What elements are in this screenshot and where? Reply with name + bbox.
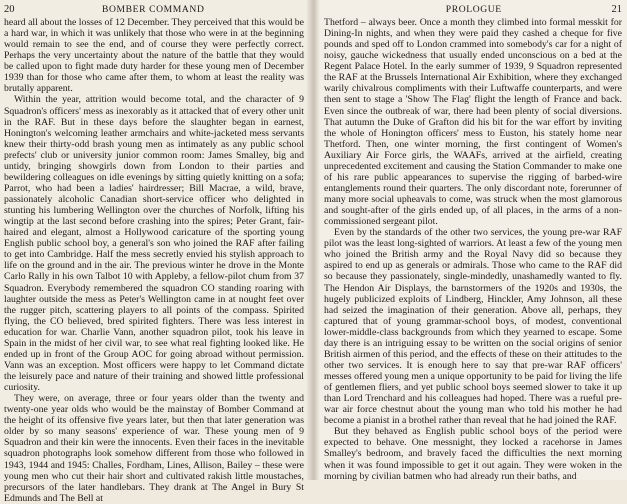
left-paragraph: Within the year, attrition would become total, and the character of 9 Squadron's officers' mess as inexorably as it attacked that of every other unit in the RAF. But in these days before the slaughter began in earnest, Honington's welcoming leather armchairs and white-jacketed mess servants knew their thirty-odd brash young men as intimately as any public school prefects' club or university junior common room: James Smalley, big and untidy, bringing showgirls down from London to their parties and bewildering colleagues on idle evenings by sitting quietly knitting on a sofa; Parrot, who had been a ladies' hairdresser; Bill Macrae, a wild, brave, passionately alcoholic Canadian short-service officer who delighted in stunting his lumbering Wellington over the churches of Norfolk, lifting his wingtip at the last second before crashing into the spires; Peter Grant, fair-haired and elegant, almost a Hollywood caricature of the sporting young English public school boy, a general's son who joined the RAF after failing to get into Cambridge. Half the mess secretly envied his stylish approach to life on the ground and in the air. The previous winter he drove in the Monte Carlo Rally in his own Talbot 10 with Appleby, a fellow-pilot chum from 37 Squadron. Everybody remembered the squadron CO standing roaring with laughter outside the mess as Peter's Wellington came in at nought feet over the rugger pitch, scattering players to all points of the compass. Spirited flying, the CO believed, bred spirited fighters. There was less interest in education for war. Charlie Vann, another squadron pilot, took his leave in Spain in the midst of her civil war, to see what real fighting looked like. He ended up in front of the Group AOC for going abroad without permission. Vann was an exception. Most officers were happy to let Command dictate the leisurely pace and nature of their training and showed little professional curiosity. xyxy=(4,94,304,394)
left-page xyxy=(0,0,312,504)
left-paragraph: heard all about the losses of 12 December. They perceived that this would be a hard war, in which it was unlikely that those who were in at the beginning would remain to see the end, and of course they were perfectly correct. Perhaps the very uncertainty about the nature of the battle that they would be called upon to fight made duty harder for these young men of December 1939 than for those who came after them, to whom at least the reality was brutally apparent. xyxy=(4,17,304,95)
right-page-number: 21 xyxy=(611,4,622,15)
right-paragraph: But they behaved as English public school boys of the period were expected to behave. One messnight, they locked a racehorse in James Smalley's bedroom, and bravely faced the difficulties the next morning when it was found impossible to get it out again. They were woken in the morning by civilian batmen who had already run their baths, and xyxy=(324,426,622,482)
right-running-head: PROLOGUE xyxy=(445,4,502,15)
right-page-body xyxy=(324,17,622,482)
right-paragraph: Thetford – always beer. Once a month they climbed into formal messkit for Dining-In nights, and when they were paid they cashed a cheque for five pounds and sped off to London crammed into somebody's car for a night of noisy, gauche wickedness that usually ended unconscious on a bed at the Regent Palace Hotel. In the early summer of 1939, 9 Squadron represented the RAF at the Brussels International Air Exhibition, where they exchanged warily chivalrous compliments with their Luftwaffe counterparts, and were then sent to stage a 'Show The Flag' flight the length of France and back. Even since the outbreak of war, there had been plenty of social diversions. That autumn the Duke of Grafton did his bit for the war effort by inviting the whole of Honington officers' mess to Euston, his stately home near Thetford. Then, one winter morning, the first contingent of Women's Auxiliary Air Force girls, the WAAFs, arrived at the airfield, creating unprecedented excitement and causing the Station Commander to make one of his rare public appearances to supervise the rigging of barbed-wire entanglements round their quarters. The only discordant note, forerunner of many more social upheavals to come, was struck when the most glamorous and sought-after of the girls ended up, of all places, in the arms of a non-commissioned sergeant pilot. xyxy=(324,17,622,228)
right-page-header xyxy=(324,4,622,16)
right-page xyxy=(312,0,627,480)
left-paragraph: They were, on average, three or four years older than the twenty and twenty-one year olds who would be the mainstay of Bomber Command at the height of its offensive five years later, but then that later generation was older by so many seasons' experience of war. These young men of 9 Squadron and their kin were the innocents. Even their faces in the inevitable squadron photographs look somehow different from those who followed in 1943, 1944 and 1945: Challes, Fordham, Lines, Allison, Bailey – these were young men who cut their hair short and cultivated rakish little moustaches, precursors of the later handlebars. They drank at The Angel in Bury St Edmunds and The Bell at xyxy=(4,393,304,504)
left-page-number: 20 xyxy=(4,4,15,15)
left-running-head: BOMBER COMMAND xyxy=(102,4,205,15)
left-page-body xyxy=(4,17,304,504)
left-page-header xyxy=(4,4,304,16)
right-paragraph: Even by the standards of the other two services, the young pre-war RAF pilot was the least long-sighted of warriors. At least a few of the young men who joined the British army and the Royal Navy did so because they aspired to end up as generals or admirals. Those who came to the RAF did so because they passionately, single-mindedly, unashamedly wanted to fly. The Hendon Air Displays, the barnstormers of the 1920s and 1930s, the hugely publicized exploits of Lindberg, Hinckler, Amy Johnson, all these had seized the imagination of their generation. Above all, perhaps, they captured that of young grammar-school boys, of modest, conventional lower-middle-class backgrounds from which they yearned to escape. Some day there is an intriguing essay to be written on the social origins of senior British airmen of this period, and the effects of these on their attitudes to the other two services. It is enough here to say that pre-war RAF officers' messes offered young men a unique opportunity to be paid for living the life of gentlemen fliers, and yet public school boys seemed slower to take it up than Lord Trenchard and his colleagues had hoped. There was a rueful pre-war air force chestnut about the young man who told his mother he had become a pianist in a brothel rather than reveal that he had joined the RAF. xyxy=(324,227,622,427)
